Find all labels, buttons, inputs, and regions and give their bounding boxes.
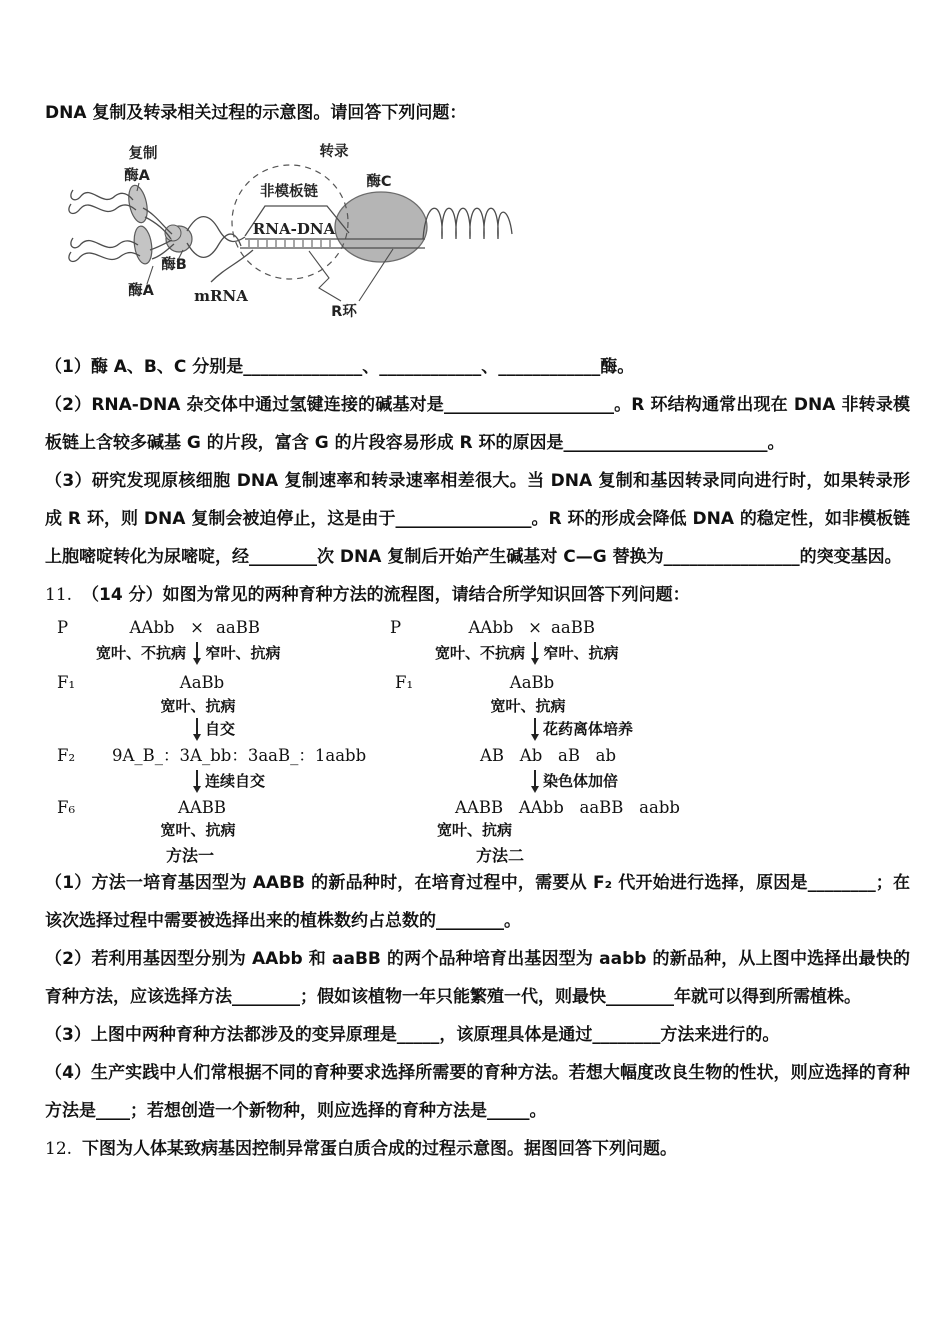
dna-diagram-svg xyxy=(57,138,517,330)
m2-f1-pheno: 宽叶、抗病 xyxy=(490,697,566,715)
m2-down-arrow-2 xyxy=(529,718,541,741)
label-enzyme-a-top: 酶A xyxy=(124,168,150,184)
q12-heading-text: 下图为人体某致病基因控制异常蛋白质合成的过程示意图。据图回答下列问题。 xyxy=(82,1139,678,1159)
m2-pheno-left: 宽叶、不抗病 xyxy=(434,644,526,662)
m2-caption: 方法二 xyxy=(475,846,525,865)
q11-heading-text: （14 分）如图为常见的两种育种方法的流程图，请结合所学知识回答下列问题： xyxy=(82,585,690,605)
m1-gen-p: P xyxy=(57,618,69,637)
m2-f1-genotype: AaBb xyxy=(509,673,555,692)
label-mrna: mRNA xyxy=(194,287,248,305)
m2-down-arrow-3 xyxy=(529,770,541,793)
m2-cross-icon: × xyxy=(528,618,542,637)
label-r-loop: R环 xyxy=(331,304,357,320)
m1-down-arrow-2 xyxy=(191,718,203,741)
m1-cross-icon: × xyxy=(190,618,204,637)
m1-parent-right: aaBB xyxy=(216,618,260,637)
q11-item4: （4）生产实践中人们常根据不同的育种要求选择所需要的育种方法。若想大幅度改良生物的性状，则应选择的育种方法是____；若想创造一个新物种，则应选择的育种方法是_____。 xyxy=(45,1063,910,1121)
m1-caption: 方法一 xyxy=(165,846,215,865)
m2-doubled: AABB AAbb aaBB aabb xyxy=(455,798,680,817)
q10-item1: （1）酶 A、B、C 分别是______________、____________、____________酶。 xyxy=(45,357,635,377)
m2-step2-label: 染色体加倍 xyxy=(543,772,619,790)
label-enzyme-b: 酶B xyxy=(161,257,187,273)
q11-item3: （3）上图中两种育种方法都涉及的变异原理是_____，该原理具体是通过________方法来进行的。 xyxy=(45,1025,780,1045)
m2-parent-left: AAbb xyxy=(468,618,514,637)
m1-f6-pheno: 宽叶、抗病 xyxy=(160,821,236,839)
m2-gen-p: P xyxy=(390,618,402,637)
breeding-flowcharts xyxy=(45,618,910,865)
m1-step1-label: 自交 xyxy=(205,720,236,738)
m1-f2-ratio: 9A_B_：3A_bb：3aaB_：1aabb xyxy=(112,746,367,765)
q12-heading xyxy=(45,1130,910,1168)
enzyme-c-shape xyxy=(335,192,427,262)
m2-down-arrow-1 xyxy=(529,642,541,665)
m1-down-arrow-3 xyxy=(191,770,203,793)
m1-pheno-left: 宽叶、不抗病 xyxy=(95,644,187,662)
label-enzyme-c: 酶C xyxy=(366,174,392,190)
label-replication: 复制 xyxy=(128,146,158,162)
q12-number: 12. xyxy=(45,1139,73,1159)
label-rna-dna: RNA-DNA xyxy=(252,220,336,238)
m1-f1-pheno: 宽叶、抗病 xyxy=(160,697,236,715)
q11-heading xyxy=(45,576,910,614)
m2-step1-label: 花药离体培养 xyxy=(543,720,634,738)
label-transcription: 转录 xyxy=(319,144,349,160)
q11-number: 11. xyxy=(45,585,73,605)
m2-gametes: AB Ab aB ab xyxy=(480,746,617,765)
label-enzyme-a-bottom: 酶A xyxy=(128,283,154,299)
m1-gen-f6: F₆ xyxy=(57,798,76,817)
dna-replication-transcription-diagram xyxy=(57,138,910,344)
q10-item2: （2）RNA-DNA 杂交体中通过氢键连接的碱基对是____________________。R 环结构通常出现在 DNA 非转录模板链上含较多碱基 G 的片段，富含 G 的片段容易形成 R 环的原因是________________________。 xyxy=(45,395,910,453)
m2-gen-f1: F₁ xyxy=(395,673,414,692)
q11-item2: （2）若利用基因型分别为 AAbb 和 aaBB 的两个品种培育出基因型为 aabb 的新品种，从上图中选择出最快的育种方法，应该选择方法________；假如该植物一年只能繁殖一代，则最快________年就可以得到所需植株。 xyxy=(45,949,910,1007)
m1-pheno-right: 窄叶、抗病 xyxy=(205,644,281,662)
m2-pheno-right: 窄叶、抗病 xyxy=(543,644,619,662)
q11-item1: （1）方法一培育基因型为 AABB 的新品种时，在培育过程中，需要从 F₂ 代开始进行选择，原因是________；在该次选择过程中需要被选择出来的植株数约占总数的________。 xyxy=(45,873,910,931)
label-non-template-strand: 非模板链 xyxy=(260,184,318,200)
m1-f6-genotype: AABB xyxy=(177,798,227,817)
q10-item3: （3）研究发现原核细胞 DNA 复制速率和转录速率相差很大。当 DNA 复制和基因转录同向进行时，如果转录形成 R 环，则 DNA 复制会被迫停止，这是由于________________。R 环的形成会降低 DNA 的稳定性，如非模板链上胞嘧啶转化为尿嘧啶，经________次 DNA 复制后开始产生碱基对 C—G 替换为________________的突变基因。 xyxy=(45,471,910,567)
enzyme-a-bottom-shape xyxy=(132,225,154,265)
m1-f1-genotype: AaBb xyxy=(179,673,225,692)
m2-parent-right: aaBB xyxy=(551,618,595,637)
m2-result-pheno: 宽叶、抗病 xyxy=(437,821,513,839)
intro-text: DNA 复制及转录相关过程的示意图。请回答下列问题： xyxy=(45,103,467,123)
m1-step2-label: 连续自交 xyxy=(205,772,266,790)
m1-parent-left: AAbb xyxy=(129,618,175,637)
m1-gen-f1: F₁ xyxy=(57,673,76,692)
m1-gen-f2: F₂ xyxy=(57,746,76,765)
m1-down-arrow-1 xyxy=(191,642,203,665)
